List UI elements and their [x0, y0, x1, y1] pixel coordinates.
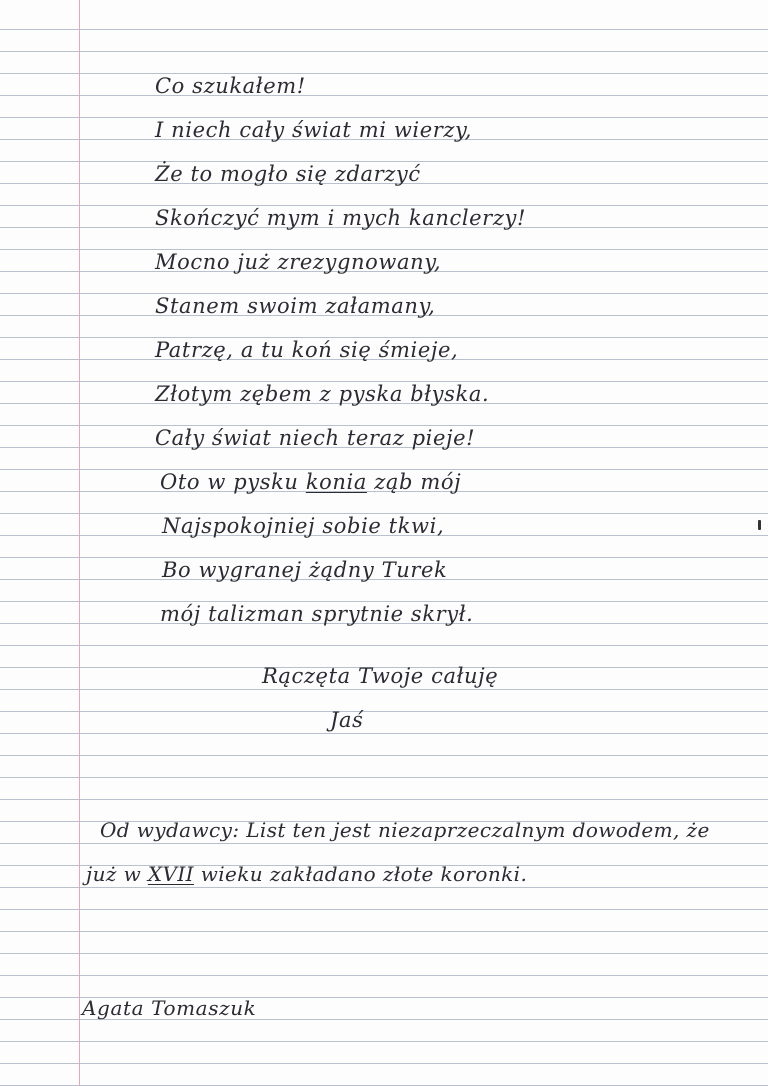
poem-line-7: Patrzę, a tu koń się śmieje,: [155, 338, 459, 362]
editor-note-line-2: [86, 862, 527, 886]
poem-line-10: [160, 470, 461, 494]
poem-line-13: mój talizman sprytnie skrył.: [160, 602, 474, 626]
underlined-word: konia: [305, 470, 367, 494]
poem-line-12: Bo wygranej żądny Turek: [162, 558, 448, 582]
edge-mark: [758, 520, 761, 530]
editor-note-line-2-start: już w: [86, 862, 148, 886]
author-name: Agata Tomaszuk: [82, 996, 257, 1020]
poem-line-4: Skończyć mym i mych kanclerzy!: [155, 206, 526, 230]
poem-line-5: Mocno już zrezygnowany,: [155, 250, 442, 274]
poem-line-8: Złotym zębem z pyska błyska.: [155, 382, 490, 406]
poem-line-10-start: Oto w pysku: [160, 470, 306, 494]
poem-line-3: Że to mogło się zdarzyć: [155, 162, 421, 186]
margin-line: [79, 0, 80, 1086]
poem-line-9: Cały świat niech teraz pieje!: [155, 426, 476, 450]
poem-line-11: Najspokojniej sobie tkwi,: [162, 514, 445, 538]
century-numeral: XVII: [147, 862, 194, 886]
editor-note-line-1: Od wydawcy: List ten jest niezaprzeczalnym dowodem, że: [100, 818, 710, 842]
editor-note-line-2-end: wieku zakładano złote koronki.: [193, 862, 528, 886]
signature-name: Jaś: [330, 708, 364, 732]
poem-line-1: Co szukałem!: [155, 74, 306, 98]
poem-line-10-end: ząb mój: [366, 470, 462, 494]
poem-line-6: Stanem swoim załamany,: [155, 294, 436, 318]
poem-line-2: I niech cały świat mi wierzy,: [155, 118, 473, 142]
closing-line: Rączęta Twoje całuję: [262, 664, 499, 688]
